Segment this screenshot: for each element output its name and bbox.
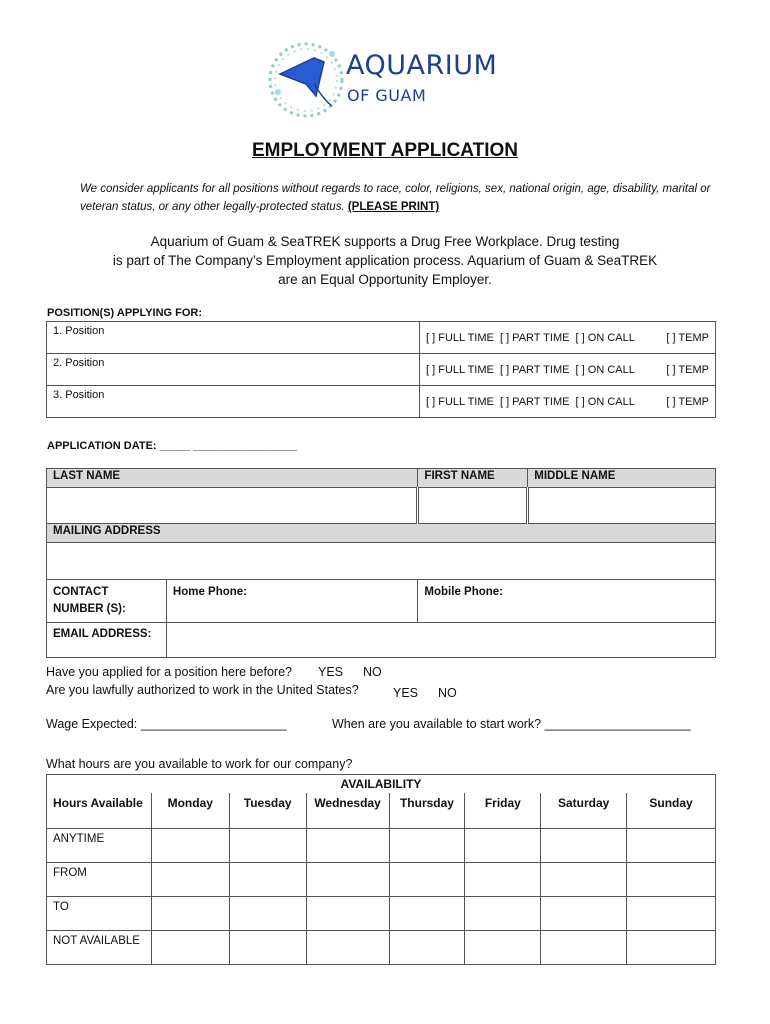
mobile-phone-field[interactable]: Mobile Phone: [418,580,716,623]
day-header-tuesday: Tuesday [229,793,306,829]
statement-line: are an Equal Opportunity Employer. [278,272,492,287]
hours-question: What hours are you available to work for our company? [46,757,353,771]
availability-title-row [47,775,716,793]
disclaimer-text: We consider applicants for all positions without regards to race, color, religions, sex, national origin, age, disability, marital or veteran status, or any other legally-protected status. [80,183,711,213]
work-authorization-yes[interactable]: YES [393,686,419,700]
availability-cell[interactable] [627,897,716,931]
day-header-friday: Friday [465,793,541,829]
availability-cell[interactable] [627,829,716,863]
logo-text-of-guam: OF GUAM [347,86,427,105]
start-date-field[interactable]: When are you available to start work? _____________________ [332,717,691,731]
mailing-input-row [47,543,716,580]
position-type-options[interactable] [420,354,716,386]
position-field[interactable]: 3. Position [47,386,420,418]
availability-row-to [47,897,716,931]
availability-cell[interactable] [465,829,541,863]
contact-row [47,580,716,623]
first-name-label: FIRST NAME [418,469,528,488]
please-print-note: (PLEASE PRINT) [347,201,440,213]
availability-row-label: ANYTIME [47,829,152,863]
applied-before-no[interactable]: NO [363,665,382,679]
availability-cell[interactable] [306,863,389,897]
position-field[interactable]: 2. Position [47,354,420,386]
day-header-sunday: Sunday [627,793,716,829]
position-type-options[interactable] [420,322,716,354]
middle-name-field[interactable] [528,488,716,524]
availability-cell[interactable] [389,829,465,863]
last-name-field[interactable] [47,488,418,524]
availability-cell[interactable] [541,863,627,897]
email-field[interactable] [166,623,715,658]
day-header-saturday: Saturday [541,793,627,829]
position-row [47,354,716,386]
availability-cell[interactable] [306,897,389,931]
first-name-field[interactable] [418,488,528,524]
availability-row-label: NOT AVAILABLE [47,931,152,965]
positions-table [46,321,716,418]
availability-cell[interactable] [541,897,627,931]
hours-available-header: Hours Available [47,793,152,829]
availability-cell[interactable] [306,931,389,965]
position-row [47,386,716,418]
middle-name-label: MIDDLE NAME [528,469,716,488]
name-input-row [47,488,716,524]
name-header-row [47,469,716,488]
contact-number-label: CONTACT NUMBER (S): [47,580,167,623]
availability-row-anytime [47,829,716,863]
availability-cell[interactable] [229,931,306,965]
aquarium-logo [266,40,506,120]
availability-cell[interactable] [465,931,541,965]
page-title: EMPLOYMENT APPLICATION [252,140,518,161]
availability-cell[interactable] [306,829,389,863]
position-row [47,322,716,354]
availability-cell[interactable] [229,829,306,863]
availability-cell[interactable] [465,897,541,931]
email-row [47,623,716,658]
work-authorization-question: Are you lawfully authorized to work in the United States? [46,683,359,697]
availability-cell[interactable] [151,897,229,931]
availability-row-label: FROM [47,863,152,897]
wage-expected-field[interactable]: Wage Expected: _____________________ [46,717,287,731]
position-field[interactable]: 1. Position [47,322,420,354]
temp-checkbox[interactable]: [ ] TEMP [666,364,709,376]
availability-cell[interactable] [151,931,229,965]
availability-cell[interactable] [151,863,229,897]
availability-cell[interactable] [465,863,541,897]
applied-before-yes[interactable]: YES [318,665,344,679]
applicant-info-table [46,468,716,658]
position-type-options[interactable] [420,386,716,418]
availability-cell[interactable] [627,931,716,965]
application-date-field[interactable]: APPLICATION DATE: _____ _________________ [47,440,298,452]
eeo-disclaimer [80,180,720,216]
temp-checkbox[interactable]: [ ] TEMP [666,396,709,408]
last-name-label: LAST NAME [47,469,418,488]
availability-days-row [47,793,716,829]
temp-checkbox[interactable]: [ ] TEMP [666,332,709,344]
day-header-thursday: Thursday [389,793,465,829]
availability-row-not-available [47,931,716,965]
availability-title: AVAILABILITY [47,775,716,793]
mailing-address-label: MAILING ADDRESS [47,524,716,543]
day-header-monday: Monday [151,793,229,829]
availability-table [46,774,716,965]
positions-heading: POSITION(S) APPLYING FOR: [47,307,203,319]
employment-type-checkboxes[interactable]: [ ] FULL TIME [ ] PART TIME [ ] ON CALL [426,332,635,344]
home-phone-field[interactable]: Home Phone: [166,580,418,623]
work-authorization-no[interactable]: NO [438,686,457,700]
applied-before-question: Have you applied for a position here before? [46,665,292,679]
email-label: EMAIL ADDRESS: [47,623,167,658]
availability-cell[interactable] [541,829,627,863]
availability-row-label: TO [47,897,152,931]
employment-type-checkboxes[interactable]: [ ] FULL TIME [ ] PART TIME [ ] ON CALL [426,364,635,376]
availability-row-from [47,863,716,897]
employment-type-checkboxes[interactable]: [ ] FULL TIME [ ] PART TIME [ ] ON CALL [426,396,635,408]
availability-cell[interactable] [389,897,465,931]
availability-cell[interactable] [389,931,465,965]
statement-line: is part of The Company’s Employment application process. Aquarium of Guam & SeaTREK [112,253,658,268]
logo-text-aquarium: AQUARIUM [346,50,498,81]
availability-cell[interactable] [229,863,306,897]
statement-line: Aquarium of Guam & SeaTREK supports a Drug Free Workplace. Drug testing [150,234,620,249]
availability-cell[interactable] [229,897,306,931]
drug-free-statement [60,232,710,289]
mailing-header-row [47,524,716,543]
availability-cell[interactable] [541,931,627,965]
manta-ray-icon [266,40,346,120]
availability-cell[interactable] [389,863,465,897]
availability-cell[interactable] [151,829,229,863]
mailing-address-field[interactable] [47,543,716,580]
availability-cell[interactable] [627,863,716,897]
day-header-wednesday: Wednesday [306,793,389,829]
